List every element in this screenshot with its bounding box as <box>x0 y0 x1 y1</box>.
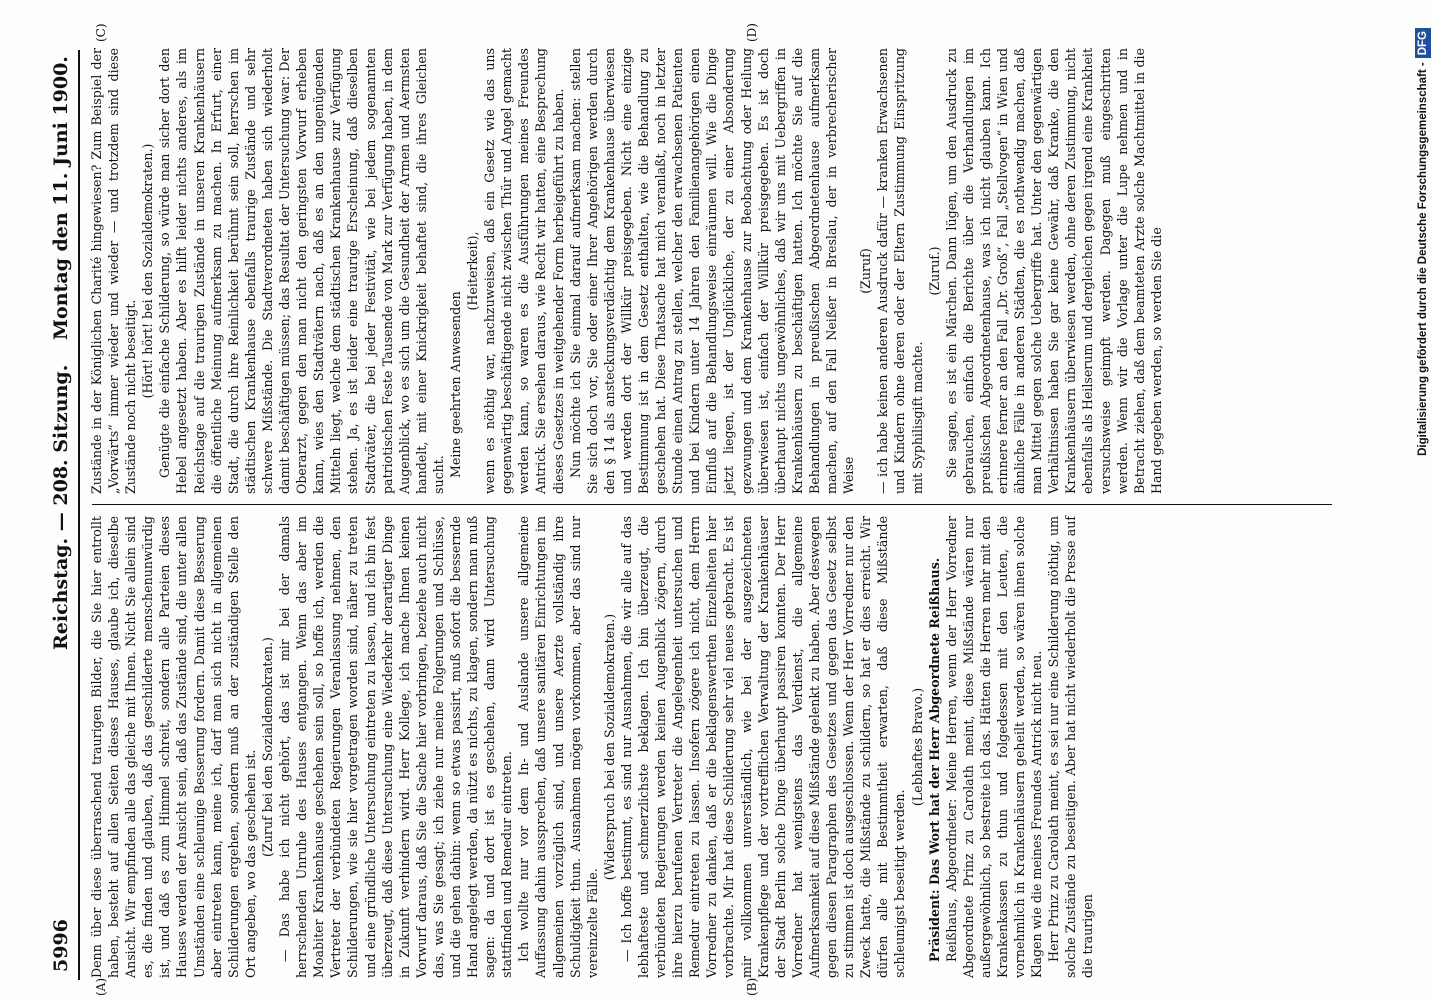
paragraph: wenn es nöthig war, nachzuweisen, daß ein Gesetz wie das uns gegenwärtig beschäftigende nicht zwischen Thür und Angel gemacht werden kann, so waren es die Ausführungen meines Freundes Antrick. Sie ersehen daraus, wie Recht wir hatten, eine Besprechung dieses Gesetzes in weitgehender Form herbeigeführt zu haben. <box>482 48 566 494</box>
interjection: (Zuruf.) <box>926 246 942 296</box>
interjection: (Lebhaftes Bravo.) <box>909 687 925 807</box>
speaker-paragraph: Präsident: Das Wort hat der Herr Abgeordnete Reißhaus. <box>926 557 942 962</box>
right-column <box>88 48 1165 494</box>
page-header <box>48 50 80 980</box>
page-number: 5996 <box>50 919 72 972</box>
margin-letter-a: (A) <box>94 977 108 996</box>
paragraph: — Das habe ich nicht gehört, das ist mir bei der damals herrschenden Unruhe des Hauses entgangen. Wenn das aber im Moabiter Krankenhause geschehen sein soll, so hoffe ich, werden die Vertreter der verbündeten Regierungen Veranlassung nehmen, den Schilderungen, wie sie hier vorgetragen worden sind, näher zu treten und eine gründliche Untersuchung eintreten zu lassen, und ich bin fest überzeugt, daß diese Untersuchung eine Wiederkehr derartiger Dinge in Zukunft verhindern wird. Herr Kollege, ich mache Ihnen keinen Vorwurf daraus, daß Sie die Sache hier vorbringen, beziehe auch nicht das, was Sie gesagt; ich ziehe nur meine Folgerungen und Schlüsse, und die gehen dahin: wenn so etwas passirt, muß sofort die bessernde Hand angelegt werden, da nützt es nichts, zu klagen, sondern man muß sagen: da und dort ist es geschehen, dann wird Untersuchung stattfinden und Remedur eintreten. <box>277 516 515 978</box>
date-heading: Montag den 11. Juni 1900. <box>50 56 72 340</box>
margin-letter-d: (D) <box>745 23 759 42</box>
paragraph: — Ich hoffe bestimmt, es sind nur Ausnahmen, die wir alle auf das lebhafteste und schmerzlichste beklagen. Ich bin überzeugt, die verbündeten Regierungen werden keinen Augenblick zögern, durch ihre hierzu berufenen Vertreter die Angelegenheit untersuchen und Remedur eintreten zu lassen. Insofern zögere ich nicht, dem Herrn Vorredner zu danken, daß er die beklagenswerthen Einzelheiten hier vorbrachte. Mir hat diese Schilderung sehr viel neues gebracht. Es ist mir vollkommen unverständlich, wie bei der ausgezeichneten Krankenpflege und der vortrefflichen Verwaltung der Krankenhäuser der Stadt Berlin solche Dinge überhaupt passiren konnten. Der Herr Vorredner hat wenigstens das Verdienst, die allgemeine Aufmerksamkeit auf diese Mißstände gelenkt zu haben. Aber deswegen gegen diesen Paragraphen des Gesetzes und gegen das Gesetz selbst zu stimmen ist doch ausgeschlossen. Wenn der Herr Vorredner nur den Zweck hatte, die Mißstände zu schildern, so hat er dies erreicht. Wir dürfen alle mit Bestimmtheit erwarten, daß diese Mißstände schleunigst beseitigt werden. <box>618 516 908 978</box>
column-divider <box>92 504 1332 505</box>
margin-letter-b: (B) <box>745 977 759 996</box>
section-title: Reichstag. — 208. Sitzung. <box>50 364 72 650</box>
credit-text: Digitalisierung gefördert durch die Deutsche Forschungsgemeinschaft - <box>1417 62 1429 456</box>
margin-letter-c: (C) <box>94 23 108 42</box>
interjection: (Zuruf bei den Sozialdemokraten.) <box>259 637 275 857</box>
digitization-credit <box>1412 0 1434 1000</box>
interjection: (Heiterkeit), <box>465 231 481 311</box>
paragraph: Nun möchte ich Sie einmal darauf aufmerksam machen: stellen Sie sich doch vor, Sie oder einer Ihrer Angehörigen werden durch den § 14 als ansteckungsverdächtig dem Krankenhause überwiesen und werden dort der Willkür preisgegeben. Nicht eine einzige Bestimmung ist in dem Gesetz enthalten, wie die Behandlung zu geschehen hat. Diese Thatsache hat mich veranlaßt, noch in letzter Stunde einen Antrag zu stellen, welcher den erwachsenen Patienten und bei Kindern unter 14 Jahren den Familienangehörigen einen Einfluß auf die Behandlungsweise einräumen will. Wie die Dinge jetzt liegen, ist der Unglückliche, der zu einer Absonderung gezwungen und dem Krankenhause zur Beobachtung oder Heilung überwiesen ist, einfach der Willkür preisgegeben. Es ist doch überhaupt nichts ungewöhnliches, daß wir uns mit Uebergriffen in Krankenhäusern zu beschäftigen hatten. Ich möchte Sie auf die Behandlungen in preußischen Abgeordnetenhause aufmerksam machen, auf den Fall Neißer in Breslau, der in verbrecherischer Weise <box>567 48 857 494</box>
interjection: (Zuruf) <box>858 248 874 294</box>
speaker-paragraph: Reißhaus, Abgeordneter: Meine Herren, wenn der Herr Vorredner Abgeordnete Prinz zu Carolath meint, diese Mißstände wären nur außergewöhnlich, so bestreite ich das. Hätten die Herren mehr mit den Krankenkassen zu thun und folgedessen mit den Leuten, die vornehmlich in Krankenhäusern geheilt werden, so wären ihnen solche Klagen wie die meines Freundes Antrick nicht neu. <box>943 516 1045 978</box>
paragraph: — ich habe keinen anderen Ausdruck dafür — kranken Erwachsenen und Kindern ohne deren oder der Eltern Zustimmung Einspritzung mit Syphilisgift machte. <box>875 48 925 494</box>
paragraph: Denn über diese überraschend traurigen Bilder, die Sie hier entrollt haben, besteht auf allen Seiten dieses Hauses, glaube ich, dieselbe Ansicht. Wir empfinden alle das gleiche mit Ihnen. Nicht Sie allein sind es, die finden und glauben, daß das geschilderte menschenunwürdig ist, und daß es zum Himmel schreit, sondern alle Parteien dieses Hauses werden der Ansicht sein, daß das Zustände sind, die unter allen Umständen eine schleunige Besserung fordern. Damit diese Besserung aber eintreten kann, meine ich, darf man sich nicht in allgemeinen Schilderungen ergehen, sondern muß an der zuständigen Stelle den Ort angeben, wo das geschehen ist. <box>89 516 258 978</box>
left-column <box>88 516 1097 978</box>
paragraph: Genügte die einfache Schilderung, so würde man sicher dort den Hebel angesetzt haben. Aber es hilft leider nichts anderes, als im Reichstage auf die traurigen Zustände in unseren Krankenhäusern die öffentliche Meinung aufmerksam zu machen. In Erfurt, einer Stadt, die durch ihre Reinlichkeit berühmt sein soll, herrschen im städtischen Krankenhause ebenfalls traurige Zustände und sehr schwere Mißstände. Die Stadtverordneten haben sich wiederholt damit beschäftigen müssen; das Resultat der Untersuchung war: Der Oberarzt, gegen den man nicht den geringsten Vorwurf erheben kann, wies den Stadtvätern nach, daß es an den ungenügenden Mitteln liegt, welche dem städtischen Krankenhause zur Verfügung stehen. Ja, es ist leider eine traurige Erscheinung, daß dieselben Stadtväter, die bei jeder Festivität, wie bei jedem sogenannten patriotischen Feste Tausende von Mark zur Verfügung haben, in dem Augenblick, wo es sich um die Gesundheit der Armen und Aermsten handelt, mit einer Knickrigkeit behaftet sind, die ihres Gleichen sucht. <box>157 48 446 494</box>
dfg-logo: DFG <box>1415 28 1431 58</box>
paragraph: Meine geehrten Anwesenden <box>447 291 463 478</box>
paragraph: Ich wollte nur vor dem In- und Auslande unsere allgemeine Auffassung dahin aussprechen, daß unsere sanitären Einrichtungen im allgemeinen vorzüglich sind, und unsere Aerzte vollständig ihre Schuldigkeit thun. Ausnahmen mögen vorkommen, aber das sind nur vereinzelte Fälle. <box>516 516 600 978</box>
paragraph: Herr Prinz zu Carolath meint, es sei nur eine Schilderung nöthig, um solche Zustände zu beseitigen. Aber hat nicht wiederholt die Presse auf die traurigen <box>1046 516 1096 978</box>
paragraph: Zustände in der Königlichen Charité hingewiesen? Zum Beispiel der „Vorwärts“ immer wieder und wieder — und trotzdem sind diese Zustände noch nicht beseitigt. <box>89 48 139 494</box>
interjection: (Widerspruch bei den Sozialdemokraten.) <box>601 613 617 881</box>
interjection: (Hört! hört! bei den Sozialdemokraten.) <box>140 143 156 399</box>
paragraph: Sie sagen, es ist ein Märchen. Dann lügen, um den Ausdruck zu gebrauchen, einfach die Berichte über die Verhandlungen im preußischen Abgeordnetenhause, was ich nicht glauben kann. Ich erinnere ferner an den Fall „Dr. Groß“, Fall „Stellvogen“ in Wien und ähnliche Fälle in anderen Städten, die es nothwendig machen, daß man Mittel gegen solche Uebergriffe hat. Unter den gegenwärtigen Verhältnissen haben Sie gar keine Gewähr, daß Kranke, die den Krankenhäusern überwiesen werden, ohne deren Zustimmung, nicht ebenfalls als Heilserum und dergleichen gegen irgend eine Krankheit versuchsweise geimpft werden. Dagegen muß eingeschritten werden. Wenn wir die Vorlage unter die Lupe nehmen und in Betracht ziehen, daß dem beamteten Arzte solche Machtmittel in die Hand gegeben werden, so werden Sie die <box>943 48 1164 494</box>
